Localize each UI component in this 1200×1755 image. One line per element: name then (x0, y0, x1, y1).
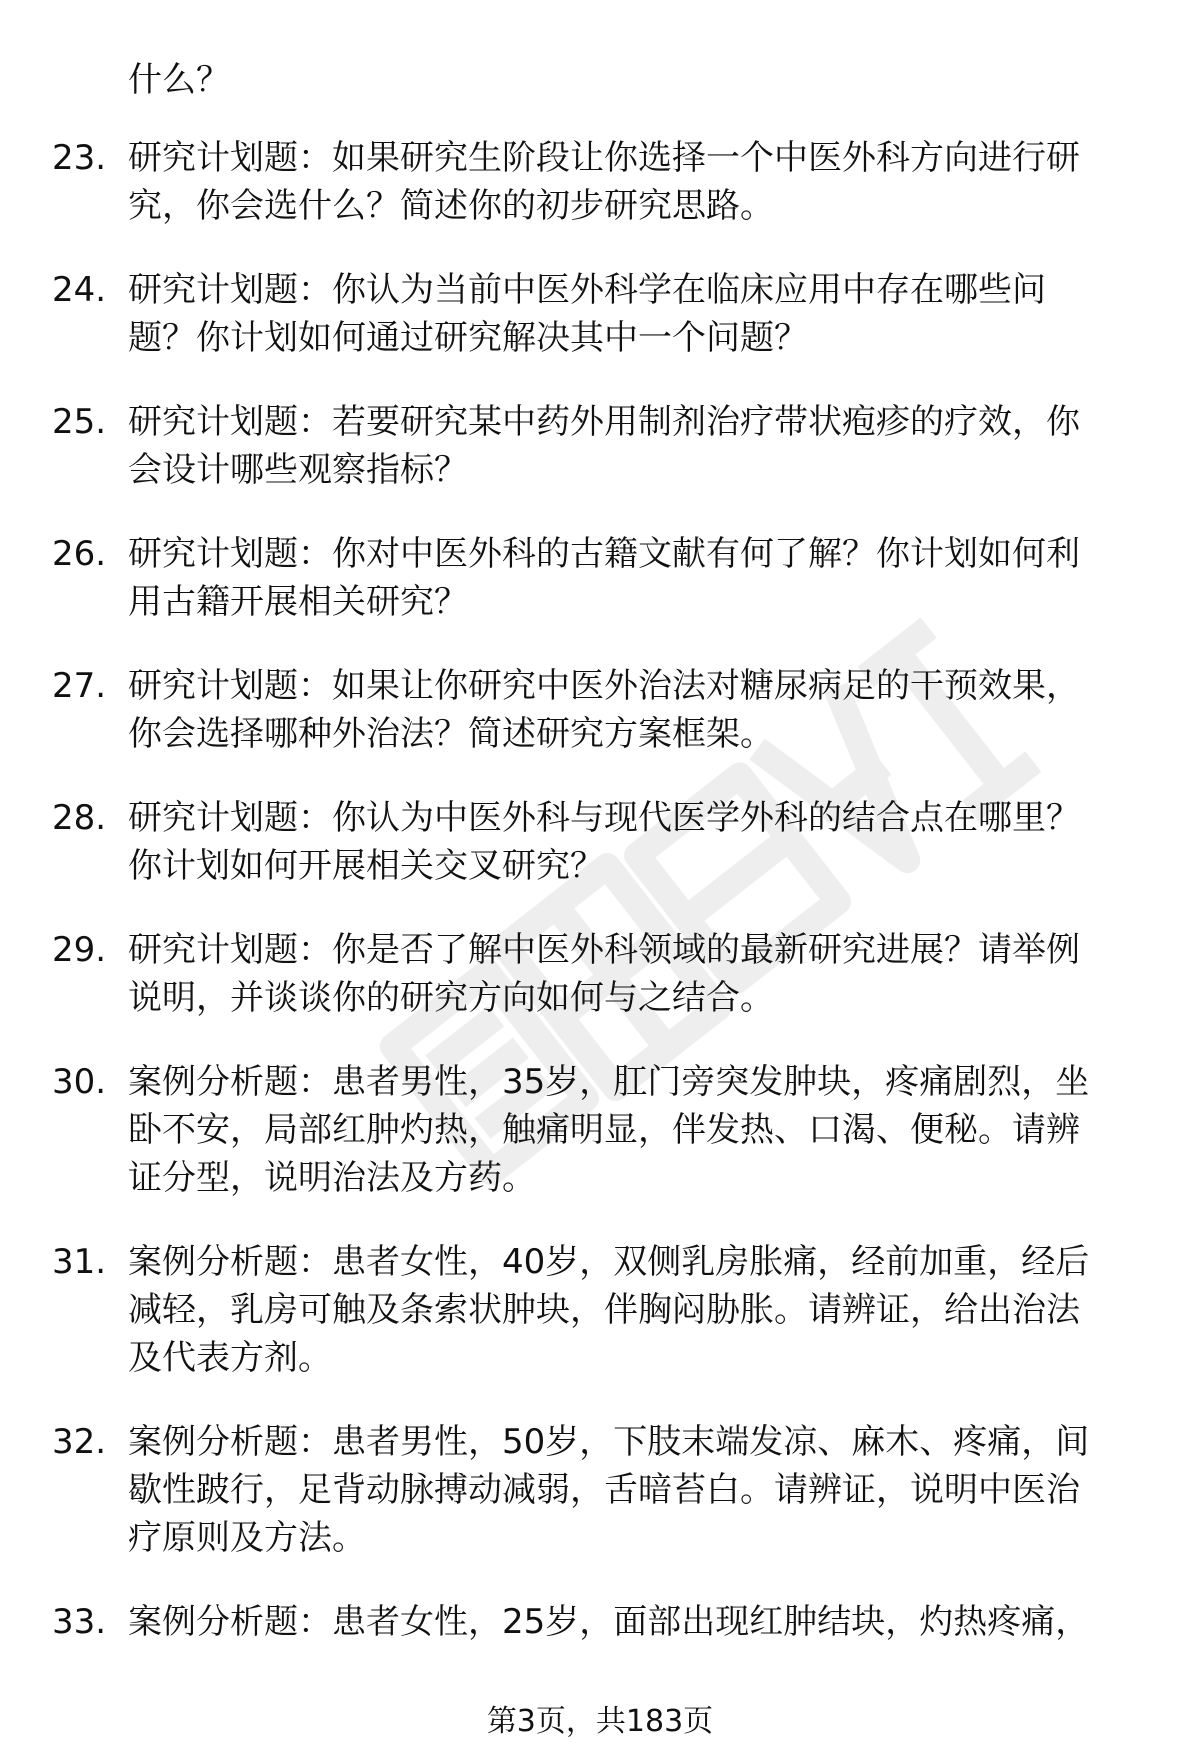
question-item (0, 1058, 1200, 1202)
continuation-text: 什么？ (128, 60, 230, 100)
question-text-line: 案例分析题：患者男性，35岁，肛门旁突发肿块，疼痛剧烈，坐 (128, 1062, 1090, 1102)
question-item (0, 926, 1200, 1022)
question-number: 25. (52, 402, 107, 442)
question-text-line: 证分型，说明治法及方药。 (128, 1158, 536, 1198)
question-number: 27. (52, 666, 107, 706)
question-item (0, 1418, 1200, 1562)
question-number: 30. (52, 1062, 107, 1102)
question-text-line: 研究计划题：如果研究生阶段让你选择一个中医外科方向进行研 (128, 138, 1080, 178)
question-item (0, 1598, 1200, 1646)
question-text-line: 究，你会选什么？简述你的初步研究思路。 (128, 186, 774, 226)
question-text-line: 减轻，乳房可触及条索状肿块，伴胸闷胁胀。请辨证，给出治法 (128, 1290, 1080, 1330)
question-text-line: 案例分析题：患者女性，25岁，面部出现红肿结块，灼热疼痛， (128, 1602, 1090, 1642)
question-text-line: 你计划如何开展相关交叉研究？ (128, 846, 604, 886)
question-text-line: 会设计哪些观察指标？ (128, 450, 468, 490)
question-text-line: 疗原则及方法。 (128, 1518, 366, 1558)
question-text-line: 卧不安，局部红肿灼热，触痛明显，伴发热、口渴、便秘。请辨 (128, 1110, 1080, 1150)
question-number: 26. (52, 534, 107, 574)
question-text-line: 案例分析题：患者女性，40岁，双侧乳房胀痛，经前加重，经后 (128, 1242, 1090, 1282)
question-text-line: 研究计划题：你认为当前中医外科学在临床应用中存在哪些问 (128, 270, 1046, 310)
question-text-line: 题？你计划如何通过研究解决其中一个问题？ (128, 318, 808, 358)
question-number: 28. (52, 798, 107, 838)
question-item (0, 530, 1200, 626)
question-text-line: 说明，并谈谈你的研究方向如何与之结合。 (128, 978, 774, 1018)
question-text-line: 研究计划题：你是否了解中医外科领域的最新研究进展？请举例 (128, 930, 1080, 970)
question-number: 24. (52, 270, 107, 310)
question-item (0, 1238, 1200, 1382)
question-item (0, 398, 1200, 494)
question-text-line: 及代表方剂。 (128, 1338, 332, 1378)
question-item (0, 266, 1200, 362)
question-text-line: 歇性跛行，足背动脉搏动减弱，舌暗苔白。请辨证，说明中医治 (128, 1470, 1080, 1510)
question-number: 33. (52, 1602, 107, 1642)
question-number: 29. (52, 930, 107, 970)
question-text-line: 你会选择哪种外治法？简述研究方案框架。 (128, 714, 774, 754)
question-item (0, 662, 1200, 758)
question-text-line: 研究计划题：如果让你研究中医外治法对糖尿病足的干预效果， (128, 666, 1080, 706)
question-text-line: 用古籍开展相关研究？ (128, 582, 468, 622)
question-number: 23. (52, 138, 107, 178)
question-number: 31. (52, 1242, 107, 1282)
question-number: 32. (52, 1422, 107, 1462)
question-item (0, 134, 1200, 230)
question-item (0, 794, 1200, 890)
question-text-line: 研究计划题：你认为中医外科与现代医学外科的结合点在哪里？ (128, 798, 1080, 838)
question-text-line: 研究计划题：你对中医外科的古籍文献有何了解？你计划如何利 (128, 534, 1080, 574)
question-list (0, 134, 1200, 1682)
question-text-line: 研究计划题：若要研究某中药外用制剂治疗带状疱疹的疗效，你 (128, 402, 1080, 442)
page-footer: 第3页，共183页 (486, 1704, 714, 1739)
question-text-line: 案例分析题：患者男性，50岁，下肢末端发凉、麻木、疼痛，间 (128, 1422, 1090, 1462)
